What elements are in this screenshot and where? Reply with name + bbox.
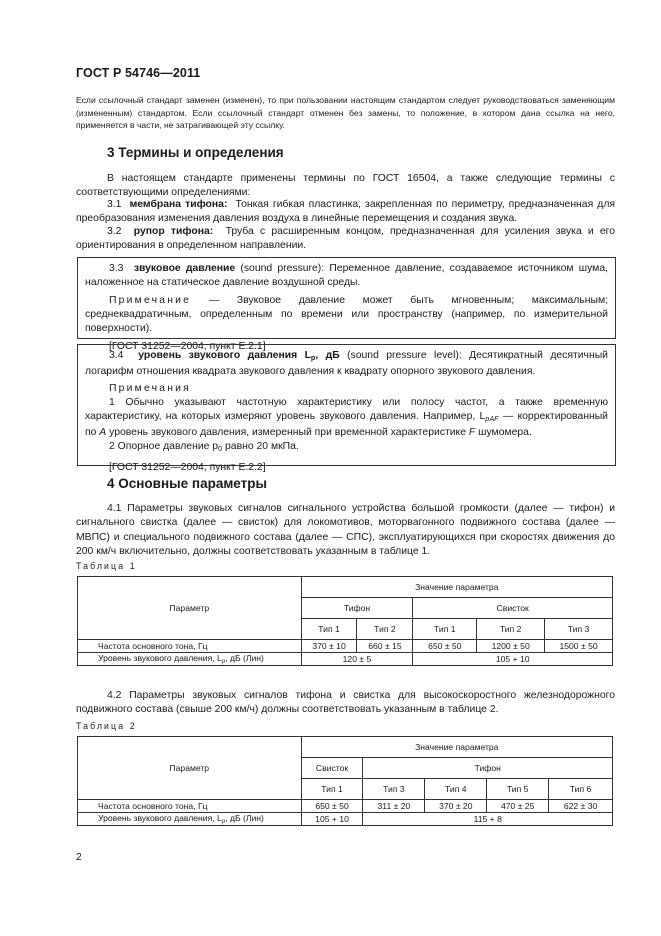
term-3-2 <box>76 225 615 254</box>
table-1-cell: 120 ± 5 <box>301 653 413 666</box>
table-2-header-param: Параметр <box>78 737 302 800</box>
paragraph-4-2: 4.2 Параметры звуковых сигналов тифона и свистка для высокоскоростного железнодорожного подвижного состава (свыше 200 км/ч) должны соответствовать указанным в таблице 2. <box>76 690 615 716</box>
section-4-title: 4 Основные параметры <box>107 476 268 491</box>
table-1-header-value: Значение параметра <box>301 577 612 598</box>
table-2-cell: 115 + 8 <box>363 813 613 826</box>
term-3-4-notes-label <box>78 379 615 396</box>
term-3-1-term: мембрана тифона: <box>129 199 228 210</box>
table-2-type: Тип 1 <box>301 779 363 800</box>
note-2-part-a: 2 Опорное давление p <box>109 441 219 452</box>
table-1-group-tifon: Тифон <box>301 598 413 619</box>
table-2-type: Тип 4 <box>425 779 487 800</box>
term-3-4-def: (sound pressure level): Десятикратный десятичный логарифм отношения квадрата звукового давления к квадрату опорного звукового давления. <box>85 350 608 377</box>
row-2-label-a: Уровень звукового давления, L <box>98 813 222 823</box>
term-3-3-box <box>77 257 616 352</box>
table-row <box>78 640 613 653</box>
page-number: 2 <box>76 852 82 863</box>
table-2-cell: 650 ± 50 <box>301 800 363 813</box>
term-3-4-notes-label-text: Примечания <box>109 383 191 394</box>
row-2-label-a: Уровень звукового давления, L <box>98 653 222 663</box>
table-row <box>78 813 613 826</box>
table-row <box>78 653 613 666</box>
term-3-3-note-label: Примечание <box>109 295 192 306</box>
intro-paragraph: Если ссылочный стандарт заменен (изменен), то при пользовании настоящим стандартом следует руководствоваться заменяющим (измененным) стандартом. Если ссылочный стандарт отменен без замены, то положение, в котором дана ссылка на него, применяется в части, не затрагивающей эту ссылку. <box>76 95 615 130</box>
term-3-2-term: рупор тифона: <box>133 226 214 237</box>
note-2-part-b: равно 20 мкПа. <box>222 441 299 452</box>
table-2-type: Тип 6 <box>549 779 613 800</box>
note-1-letter-f: F <box>468 427 476 438</box>
term-3-3-note <box>78 290 615 336</box>
table-row <box>78 800 613 813</box>
table-1-row-2-label <box>78 653 302 666</box>
table-1-type: Тип 3 <box>545 619 613 640</box>
page-header: ГОСТ Р 54746—2011 <box>76 66 201 80</box>
table-1-header-param: Параметр <box>78 577 302 640</box>
table-2-type: Тип 5 <box>487 779 549 800</box>
section-3-title: 3 Термины и определения <box>107 145 284 160</box>
table-2 <box>77 736 613 826</box>
term-3-2-def: Труба с расширенным концом, предназначенная для усиления звука и его ориентирования в определенном направлении. <box>76 226 615 252</box>
table-1-cell: 370 ± 10 <box>301 640 357 653</box>
term-3-2-num: 3.2 <box>107 226 122 237</box>
table-2-cell: 311 ± 20 <box>363 800 425 813</box>
term-3-4-term-unit: , дБ <box>315 350 340 361</box>
term-3-4-term-text: уровень звукового давления L <box>138 350 311 361</box>
table-2-header-value: Значение параметра <box>301 737 612 758</box>
term-3-4-term-sub: p <box>310 353 316 362</box>
table-1-type: Тип 1 <box>413 619 477 640</box>
table-1-caption: Таблица 1 <box>76 561 137 571</box>
table-2-group-svistok: Свисток <box>301 758 363 779</box>
table-1-cell: 1200 ± 50 <box>477 640 545 653</box>
table-1-row-1-label: Частота основного тона, Гц <box>78 640 302 653</box>
table-1-type: Тип 1 <box>301 619 357 640</box>
term-3-1-def: Тонкая гибкая пластинка, закрепленная по периметру, предназначенная для преобразования изменения давления воздуха в линейные перемещения и создания звука. <box>76 199 616 225</box>
term-3-4-ref: [ГОСТ 31252—2004, пункт Е.2.2] <box>109 462 266 473</box>
table-1-type: Тип 2 <box>357 619 413 640</box>
note-1-part-b: — корректированный по <box>85 411 608 438</box>
term-3-4-box <box>77 344 616 473</box>
table-2-caption: Таблица 2 <box>76 721 137 731</box>
term-3-3-term: звуковое давление <box>133 263 236 274</box>
term-3-4-note-2 <box>78 440 615 456</box>
note-1-part-a: 1 Обычно указывают частотную характеристику или полосу частот, а также временную характеристику, на которых измеряют уровень звукового давления. Например, L <box>85 397 608 422</box>
note-1-part-d: шумомера. <box>475 427 532 438</box>
term-3-4-term <box>138 350 340 361</box>
table-1-cell: 1500 ± 50 <box>545 640 613 653</box>
note-1-sub: pAF <box>485 414 499 423</box>
table-2-cell: 622 ± 30 <box>549 800 613 813</box>
term-3-3 <box>78 258 615 290</box>
note-1-part-c: уровень звукового давления, измеренный при временной характеристике <box>106 427 469 438</box>
table-1-cell: 105 + 10 <box>413 653 613 666</box>
table-2-row-2-label <box>78 813 302 826</box>
term-3-3-def: (sound pressure): Переменное давление, создаваемое источником шума, наложенное на статическое давление воздушной среды. <box>85 263 608 288</box>
row-2-label-b: , дБ (Лин) <box>225 813 264 823</box>
note-1-letter-a: A <box>99 427 107 438</box>
term-3-1-num: 3.1 <box>107 199 122 210</box>
row-2-label-sub: p <box>221 659 226 665</box>
table-1-type: Тип 2 <box>477 619 545 640</box>
table-2-row-1-label: Частота основного тона, Гц <box>78 800 302 813</box>
table-2-cell: 105 + 10 <box>301 813 363 826</box>
section-3-lead: В настоящем стандарте применены термины по ГОСТ 16504, а также следующие термины с соответствующими определениями: <box>76 173 615 199</box>
table-1-cell: 650 ± 50 <box>413 640 477 653</box>
table-1-group-svistok: Свисток <box>413 598 613 619</box>
term-3-1 <box>76 198 615 227</box>
table-2-cell: 370 ± 20 <box>425 800 487 813</box>
table-1-cell: 660 ± 15 <box>357 640 413 653</box>
row-2-label-sub: p <box>221 819 226 825</box>
note-2-sub: 0 <box>218 444 223 453</box>
term-3-4-num: 3.4 <box>109 350 124 361</box>
table-2-type: Тип 3 <box>363 779 425 800</box>
row-2-label-b: , дБ (Лин) <box>225 653 264 663</box>
term-3-4-note-1 <box>78 396 615 440</box>
table-2-group-tifon: Тифон <box>363 758 613 779</box>
table-1 <box>77 576 613 666</box>
term-3-4 <box>78 345 615 379</box>
table-2-cell: 470 ± 25 <box>487 800 549 813</box>
term-3-3-note-text: — Звуковое давление может быть мгновенным; максимальным; среднеквадратичным, определенным по времени или пространству (например, по измерительной поверхности). <box>85 295 609 334</box>
term-3-3-num: 3.3 <box>109 263 124 274</box>
paragraph-4-1: 4.1 Параметры звуковых сигналов сигнального устройства большой громкости (далее — тифон) и сигнального свистка (далее — свисток) для локомотивов, моторвагонного подвижного состава (далее — МВПС) и специального подвижного состава (далее — СПС), эксплуатирующихся при скоростях движения до 200 км/ч включительно, должны соответствовать указанным в таблице 1. <box>76 503 615 557</box>
term-3-3-ref: [ГОСТ 31252—2004, пункт Е.2.1] <box>109 341 266 352</box>
